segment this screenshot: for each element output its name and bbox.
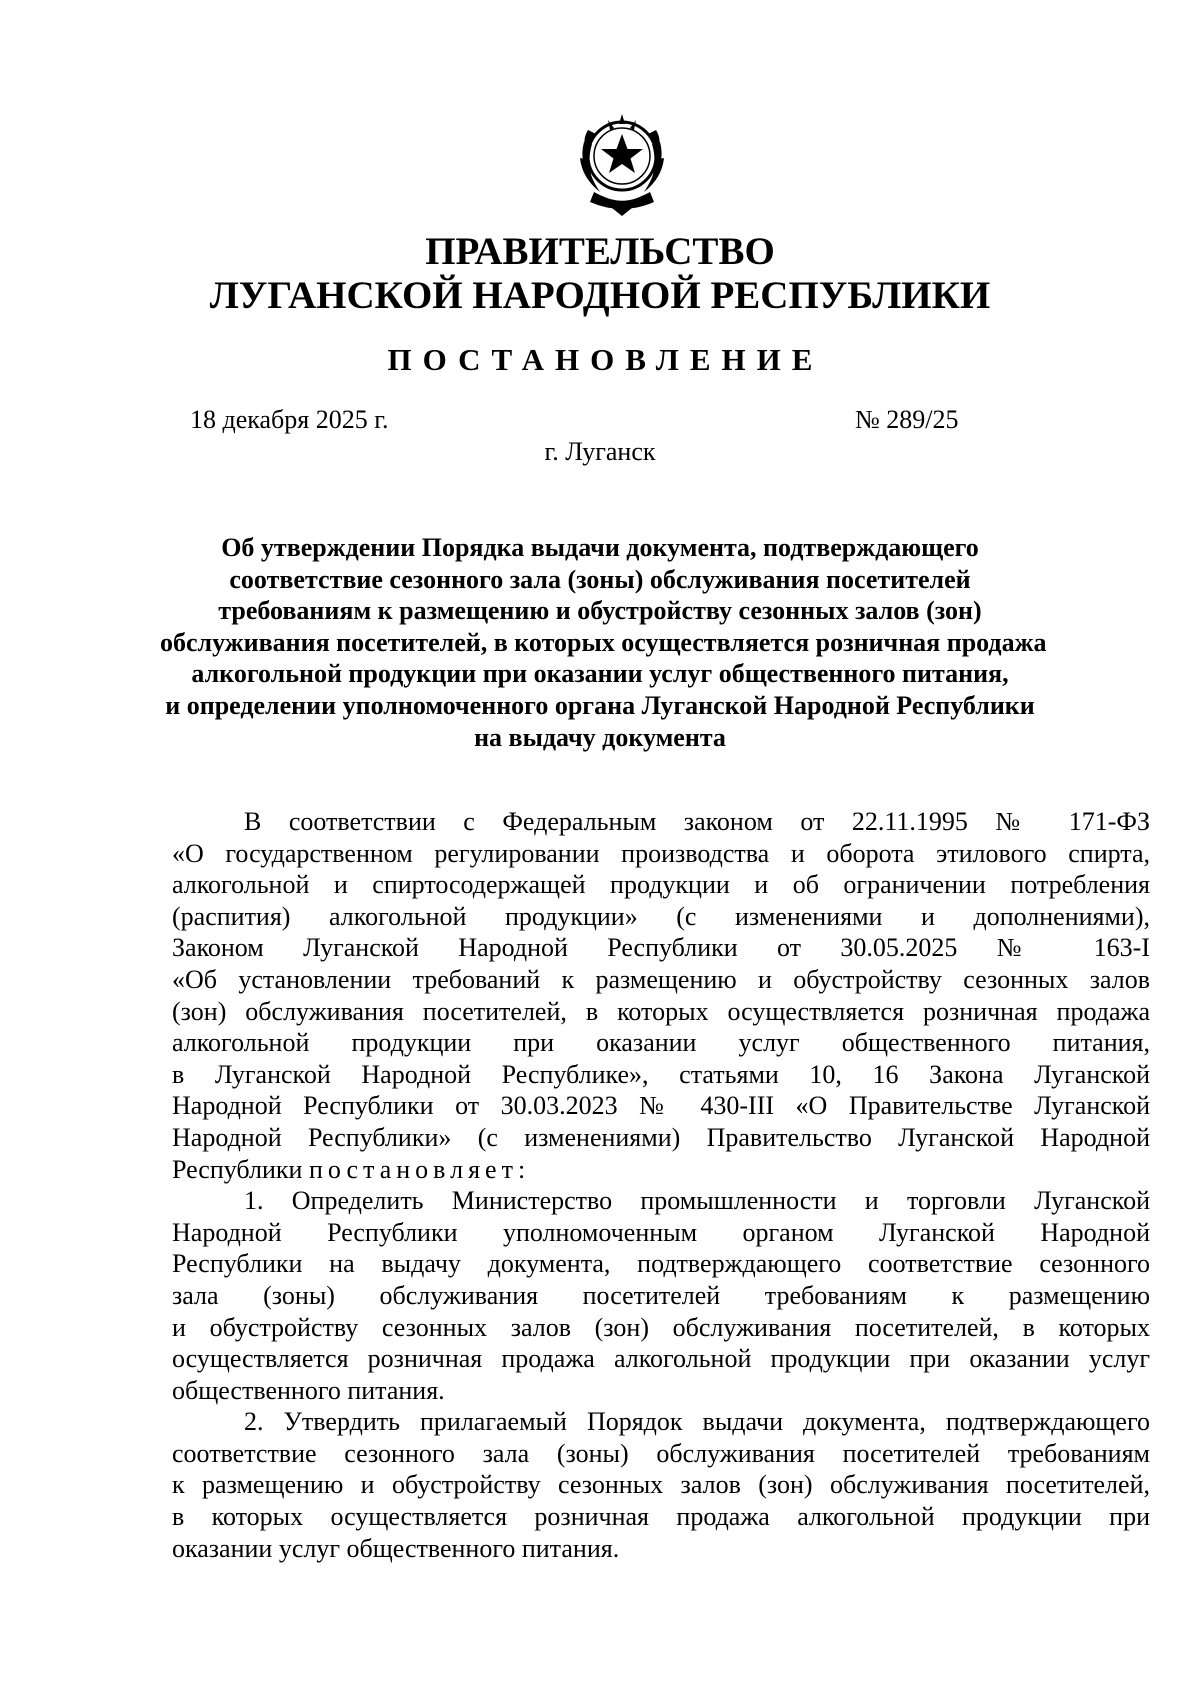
document-number: № 289/25 xyxy=(855,405,959,434)
item2-last-line: оказании услуг общественного питания. xyxy=(172,1533,620,1563)
item1-line: осуществляется розничная продажа алкогольной продукции при оказании услуг xyxy=(172,1344,1150,1374)
preamble-line: «О государственном регулировании производства и оборота этилового спирта, xyxy=(172,838,1150,868)
item2-line: соответствие сезонного зала (зоны) обслуживания посетителей требованиям xyxy=(172,1438,1150,1468)
preamble-line: В соответствии с Федеральным законом от 22.11.1995 № 171-ФЗ xyxy=(244,807,1150,836)
preamble-line: Законом Луганской Народной Республики от 30.05.2025 № 163-I xyxy=(172,933,1150,963)
item2-line: 2. Утвердить прилагаемый Порядок выдачи документа, подтверждающего xyxy=(244,1407,1150,1437)
preamble-line: Народной Республики» (с изменениями) Правительство Луганской Народной xyxy=(172,1122,1150,1152)
document-subject xyxy=(160,532,1047,753)
government-title-line2: ЛУГАНСКОЙ НАРОДНОЙ РЕСПУБЛИКИ xyxy=(209,274,991,317)
item1-line: и обустройству сезонных залов (зон) обслуживания посетителей, в которых xyxy=(172,1312,1150,1342)
item1-line: 1. Определить Министерство промышленности и торговли Луганской xyxy=(244,1186,1150,1216)
preamble-line: (распития) алкогольной продукции» (с изменениями и дополнениями), xyxy=(172,901,1150,931)
document-type: ПОСТАНОВЛЕНИЕ xyxy=(387,342,824,377)
lpr-coat-of-arms-icon xyxy=(568,112,676,218)
subject-line: требованиям к размещению и обустройству сезонных залов (зон) xyxy=(218,596,982,626)
preamble-line: в Луганской Народной Республике», статьями 10, 16 Закона Луганской xyxy=(172,1059,1150,1089)
preamble-line: алкогольной продукции при оказании услуг общественного питания, xyxy=(172,1028,1150,1058)
subject-line: обслуживания посетителей, в которых осуществляется розничная продажа xyxy=(160,627,1047,657)
document-city: г. Луганск xyxy=(544,437,656,466)
item2-line: к размещению и обустройству сезонных залов (зон) обслуживания посетителей, xyxy=(172,1470,1150,1500)
item1-line: зала (зоны) обслуживания посетителей требованиям к размещению xyxy=(172,1280,1150,1310)
document-body xyxy=(172,806,1150,1564)
document-date: 18 декабря 2025 г. xyxy=(190,405,389,434)
item1-last-line: общественного питания. xyxy=(172,1375,445,1405)
resolves-word: постановляет: xyxy=(308,1154,531,1184)
item2-line: в которых осуществляется розничная продажа алкогольной продукции при xyxy=(172,1502,1150,1532)
subject-line: Об утверждении Порядка выдачи документа, подтверждающего xyxy=(221,533,979,562)
preamble-line: алкогольной и спиртосодержащей продукции и об ограничении потребления xyxy=(172,870,1150,900)
preamble-last-prefix: Республики xyxy=(172,1154,309,1184)
subject-line: и определении уполномоченного органа Луганской Народной Республики xyxy=(165,690,1035,720)
preamble-line: Народной Республики от 30.03.2023 № 430-III «О Правительстве Луганской xyxy=(172,1091,1150,1121)
government-title-line1: ПРАВИТЕЛЬСТВО xyxy=(425,230,775,273)
subject-line: алкогольной продукции при оказании услуг общественного питания, xyxy=(191,659,1009,689)
subject-line: на выдачу документа xyxy=(474,722,726,752)
item1-line: Республики на выдачу документа, подтверждающего соответствие сезонного xyxy=(172,1249,1150,1279)
subject-line: соответствие сезонного зала (зоны) обслуживания посетителей xyxy=(229,564,971,594)
item1-line: Народной Республики уполномоченным органом Луганской Народной xyxy=(172,1217,1150,1247)
preamble-line: (зон) обслуживания посетителей, в которых осуществляется розничная продажа xyxy=(172,996,1150,1026)
preamble-last-line xyxy=(172,1154,1150,1186)
preamble-line: «Об установлении требований к размещению и обустройству сезонных залов xyxy=(172,964,1150,994)
